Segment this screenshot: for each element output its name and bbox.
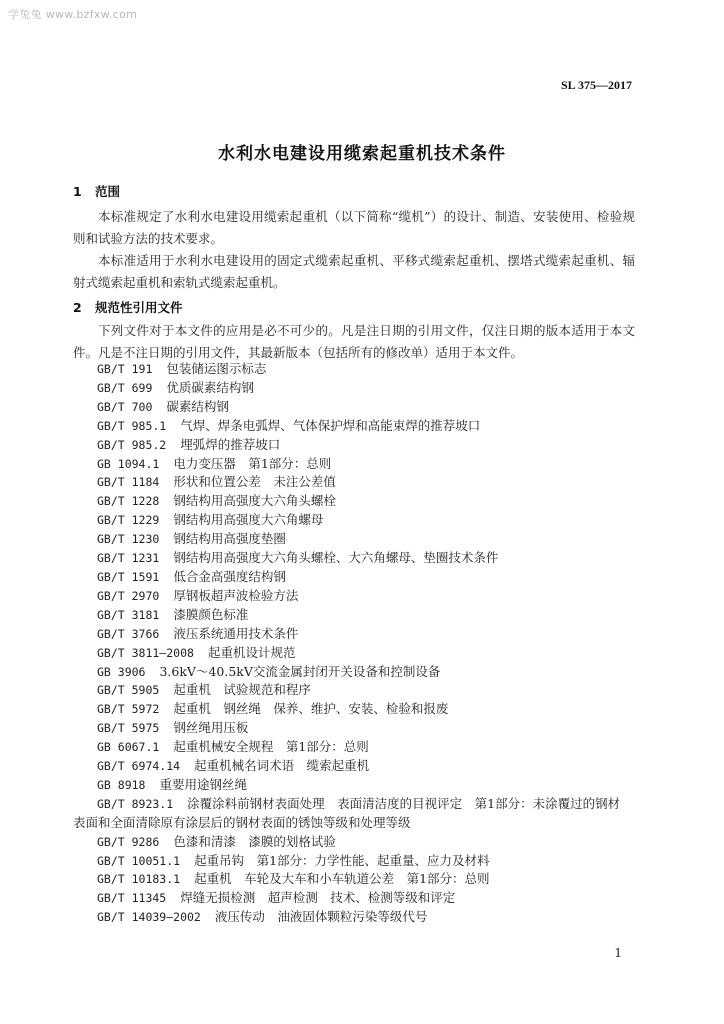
reference-code: GB/T 699 — [97, 380, 153, 395]
reference-item — [97, 492, 637, 511]
reference-item — [97, 795, 637, 814]
reference-title: 起重机 试验规范和程序 — [173, 682, 311, 698]
reference-code: GB/T 700 — [97, 399, 153, 414]
section-1-heading — [73, 182, 120, 200]
reference-code: GB/T 1230 — [97, 532, 160, 547]
section-1-paragraph-1: 本标准规定了水利水电建设用缆索起重机（以下简称“缆机”）的设计、制造、安装使用、检验规则和试验方法的技术要求。 — [73, 209, 635, 246]
reference-item — [97, 889, 637, 908]
reference-title: 漆膜颜色标准 — [173, 606, 249, 622]
reference-code: GB 8918 — [97, 777, 146, 792]
reference-title: 重要用途钢丝绳 — [159, 776, 247, 792]
reference-title: 气焊、焊条电弧焊、气体保护焊和高能束焊的推荐坡口 — [180, 417, 481, 433]
reference-list — [73, 360, 637, 927]
reference-title: 低合金高强度结构钢 — [173, 568, 286, 584]
reference-item — [97, 719, 637, 738]
reference-item — [97, 549, 637, 568]
reference-code: GB/T 1231 — [97, 551, 160, 566]
reference-title: 钢丝绳用压板 — [173, 720, 249, 736]
reference-item — [97, 511, 637, 530]
reference-code: GB/T 5972 — [97, 702, 160, 717]
reference-item — [97, 852, 637, 871]
reference-item — [97, 473, 637, 492]
reference-code: GB/T 2970 — [97, 588, 160, 603]
page-number: 1 — [614, 946, 622, 960]
reference-code: GB/T 3766 — [97, 626, 160, 641]
reference-item — [97, 644, 637, 663]
section-1-paragraph-2: 本标准适用于水利水电建设用的固定式缆索起重机、平移式缆索起重机、摆塔式缆索起重机、辐射式缆索起重机和索轨式缆索起重机。 — [73, 253, 635, 290]
reference-title: 起重机械名词术语 缆索起重机 — [194, 758, 370, 774]
reference-item — [97, 417, 637, 436]
reference-item — [97, 625, 637, 644]
reference-title: 优质碳素结构钢 — [166, 379, 254, 395]
reference-code: GB/T 10051.1 — [97, 853, 181, 868]
reference-title: 包装储运图示标志 — [166, 361, 267, 376]
reference-code: GB/T 1184 — [97, 475, 160, 490]
reference-code: GB 1094.1 — [97, 456, 160, 471]
reference-code: GB/T 5905 — [97, 683, 160, 698]
reference-title: 色漆和清漆 漆膜的划格试验 — [173, 833, 336, 849]
reference-title: 起重机 车轮及大车和小车轨道公差 第1部分：总则 — [194, 871, 490, 887]
reference-item — [97, 681, 637, 700]
reference-item — [97, 738, 637, 757]
section-2-paragraph-1: 下列文件对于本文件的应用是必不可少的。凡是注日期的引用文件，仅注日期的版本适用于本文件。凡是不注日期的引用文件，其最新版本（包括所有的修改单）适用于本文件。 — [73, 323, 635, 360]
reference-title: 涂覆涂料前钢材表面处理 表面清洁度的目视评定 第1部分：未涂覆过的钢材 — [187, 795, 621, 811]
reference-title: 碳素结构钢 — [166, 398, 229, 414]
reference-code: GB/T 1591 — [97, 569, 160, 584]
reference-title: 钢结构用高强度大六角螺母 — [173, 512, 324, 528]
reference-item — [97, 379, 637, 398]
reference-code: GB/T 1228 — [97, 494, 160, 509]
reference-item — [97, 530, 637, 549]
reference-code: GB/T 191 — [97, 362, 153, 376]
reference-code: GB/T 8923.1 — [97, 796, 174, 811]
reference-title: 起重机 钢丝绳 保养、维护、安装、检验和报废 — [173, 701, 449, 717]
reference-item — [97, 833, 637, 852]
section-title: 规范性引用文件 — [95, 300, 183, 315]
reference-title: 钢结构用高强度大六角头螺栓、大六角螺母、垫圈技术条件 — [173, 550, 499, 566]
reference-item — [97, 776, 637, 795]
reference-code: GB/T 9286 — [97, 834, 160, 849]
reference-title: 埋弧焊的推荐坡口 — [180, 436, 281, 452]
reference-title: 液压传动 油液固体颗粒污染等级代号 — [214, 909, 428, 925]
reference-item — [97, 455, 637, 474]
document-title: 水利水电建设用缆索起重机技术条件 — [218, 144, 506, 164]
reference-title: 焊缝无损检测 超声检测 技术、检测等级和评定 — [180, 890, 456, 906]
reference-title: 厚钢板超声波检验方法 — [173, 587, 299, 603]
reference-title: 液压系统通用技术条件 — [173, 625, 299, 641]
section-number: 2 — [73, 300, 82, 315]
standard-code: SL 375—2017 — [560, 78, 632, 92]
reference-title: 形状和位置公差 未注公差值 — [173, 474, 336, 490]
reference-code: GB/T 6974.14 — [97, 759, 181, 774]
reference-item — [97, 606, 637, 625]
reference-item — [97, 663, 637, 682]
reference-item — [97, 568, 637, 587]
section-title: 范围 — [95, 184, 121, 199]
reference-item — [97, 870, 637, 889]
reference-item — [97, 908, 637, 927]
watermark: 学兔兔 www.bzfxw.com — [8, 8, 138, 21]
reference-code: GB/T 985.2 — [97, 437, 167, 452]
reference-item — [97, 700, 637, 719]
reference-title: 3.6kV～40.5kV交流金属封闭开关设备和控制设备 — [159, 663, 441, 679]
reference-title: 起重机械安全规程 第1部分：总则 — [173, 739, 369, 755]
reference-item — [97, 398, 637, 417]
reference-code: GB/T 10183.1 — [97, 872, 181, 887]
reference-code: GB/T 985.1 — [97, 418, 167, 433]
reference-item — [97, 436, 637, 455]
reference-code: GB/T 3181 — [97, 607, 160, 622]
reference-item — [97, 587, 637, 606]
reference-title: 钢结构用高强度垫圈 — [173, 531, 286, 547]
reference-title: 电力变压器 第1部分：总则 — [173, 455, 332, 471]
reference-title: 钢结构用高强度大六角头螺栓 — [173, 493, 336, 509]
reference-item — [97, 360, 637, 379]
reference-code: GB/T 3811—2008 — [97, 645, 194, 660]
reference-title-continuation: 表面和全面清除原有涂层后的钢材表面的锈蚀等级和处理等级 — [73, 814, 411, 830]
reference-code: GB/T 14039—2002 — [97, 910, 201, 925]
reference-code: GB/T 1229 — [97, 513, 160, 528]
reference-code: GB 3906 — [97, 664, 146, 679]
reference-title: 起重吊钩 第1部分：力学性能、起重量、应力及材料 — [194, 852, 490, 868]
reference-code: GB 6067.1 — [97, 740, 160, 755]
reference-code: GB/T 11345 — [97, 891, 167, 906]
reference-title: 起重机设计规范 — [207, 644, 296, 660]
section-2-heading — [73, 298, 183, 316]
section-number: 1 — [73, 184, 82, 199]
reference-item — [97, 757, 637, 776]
reference-code: GB/T 5975 — [97, 721, 160, 736]
